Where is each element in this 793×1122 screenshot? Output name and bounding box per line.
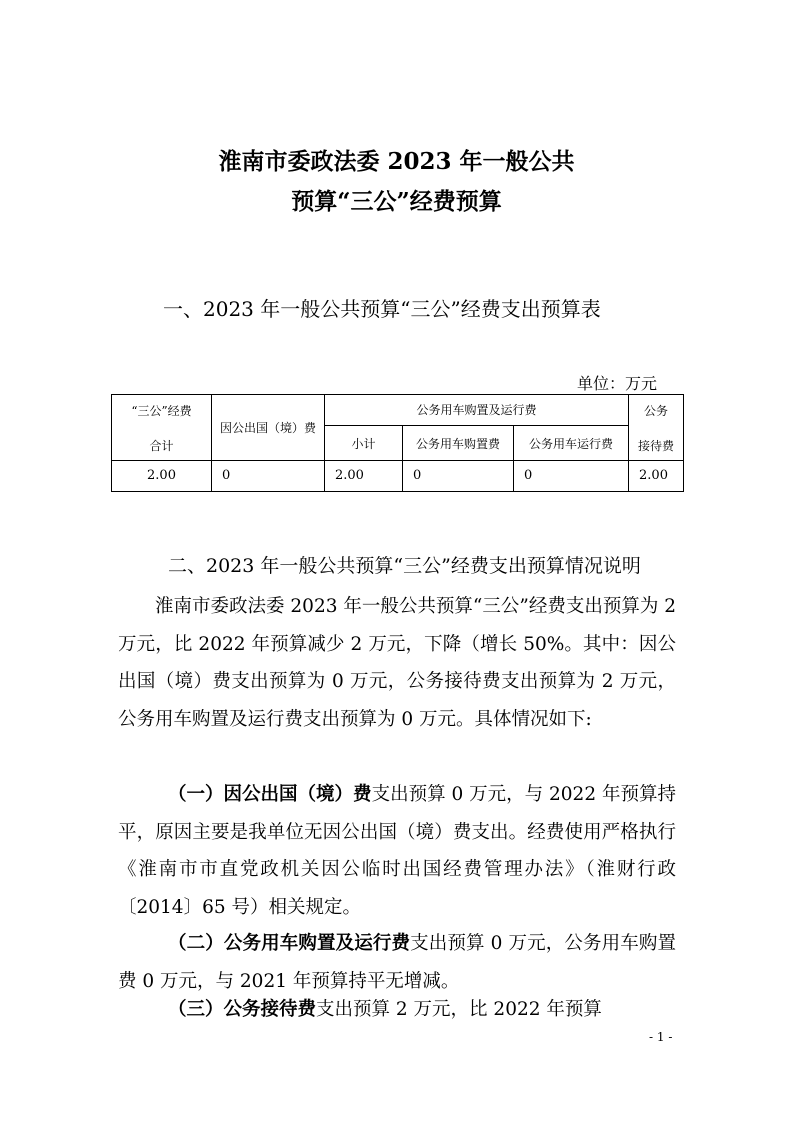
item2-text-block: [118, 925, 676, 1000]
header-reception-top: 公务: [644, 403, 669, 418]
item3-text-block: [118, 991, 676, 1029]
item3-paragraph: [118, 991, 676, 1029]
item2-label: （二）公务用车购置及运行费: [168, 933, 411, 954]
header-purchase: 公务用车购置费: [403, 426, 514, 461]
item1-text: 支出预算 0 万元，与 2022 年预算持平，原因主要是我单位无因公出国（境）费支出。经费使用严格执行《淮南市市直党政机关因公临时出国经费管理办法》（淮财行政〔2014〕65 号）相关规定。: [118, 784, 677, 918]
header-total-bottom: 合计: [149, 438, 174, 453]
item3-label: （三）公务接待费: [168, 999, 317, 1020]
intro-paragraph: [118, 588, 676, 738]
item3-text: 支出预算 2 万元，比 2022 年预算: [316, 999, 602, 1020]
header-reception-cell: [629, 395, 684, 461]
header-reception-bottom: 接待费: [638, 438, 675, 453]
table-row: [112, 461, 684, 492]
document-title-line1: 淮南市委政法委 2023 年一般公共: [218, 148, 575, 175]
page-number: - 1 -: [649, 1030, 673, 1044]
cell-operation: 0: [514, 461, 629, 492]
document-title-line2: 预算“三公”经费预算: [291, 188, 502, 215]
item1-text-block: [118, 776, 676, 926]
item1-paragraph: [118, 776, 676, 926]
cell-abroad: 0: [212, 461, 325, 492]
header-total-cell: [112, 395, 212, 461]
cell-purchase: 0: [403, 461, 514, 492]
intro-text: 淮南市委政法委 2023 年一般公共预算“三公”经费支出预算为 2 万元，比 2022 年预算减少 2 万元，下降（增长 50%。其中：因公出国（境）费支出预算为 0 万元，公务接待费支出预算为 2 万元，公务用车购置及运行费支出预算为 0 万元。具体情况如下:: [118, 596, 676, 730]
header-abroad: 因公出国（境）费: [212, 395, 325, 461]
item1-label: （一）因公出国（境）费: [168, 784, 372, 805]
budget-table: [111, 394, 684, 492]
item2-text: 支出预算 0 万元，公务用车购置费 0 万元，与 2021 年预算持平无增减。: [118, 933, 676, 992]
header-subtotal: 小计: [325, 426, 403, 461]
header-vehicle: 公务用车购置及运行费: [325, 395, 629, 426]
table-header-row: [112, 395, 684, 426]
section2-heading: 二、2023 年一般公共预算“三公”经费支出预算情况说明: [168, 555, 641, 577]
cell-reception: 2.00: [629, 461, 684, 492]
cell-subtotal: 2.00: [325, 461, 403, 492]
header-operation: 公务用车运行费: [514, 426, 629, 461]
cell-total: 2.00: [112, 461, 212, 492]
unit-label: 单位：万元: [577, 374, 658, 393]
header-total-top: “三公”经费: [131, 403, 192, 418]
section1-heading: 一、2023 年一般公共预算“三公”经费支出预算表: [163, 297, 601, 321]
item2-paragraph: [118, 925, 676, 1000]
